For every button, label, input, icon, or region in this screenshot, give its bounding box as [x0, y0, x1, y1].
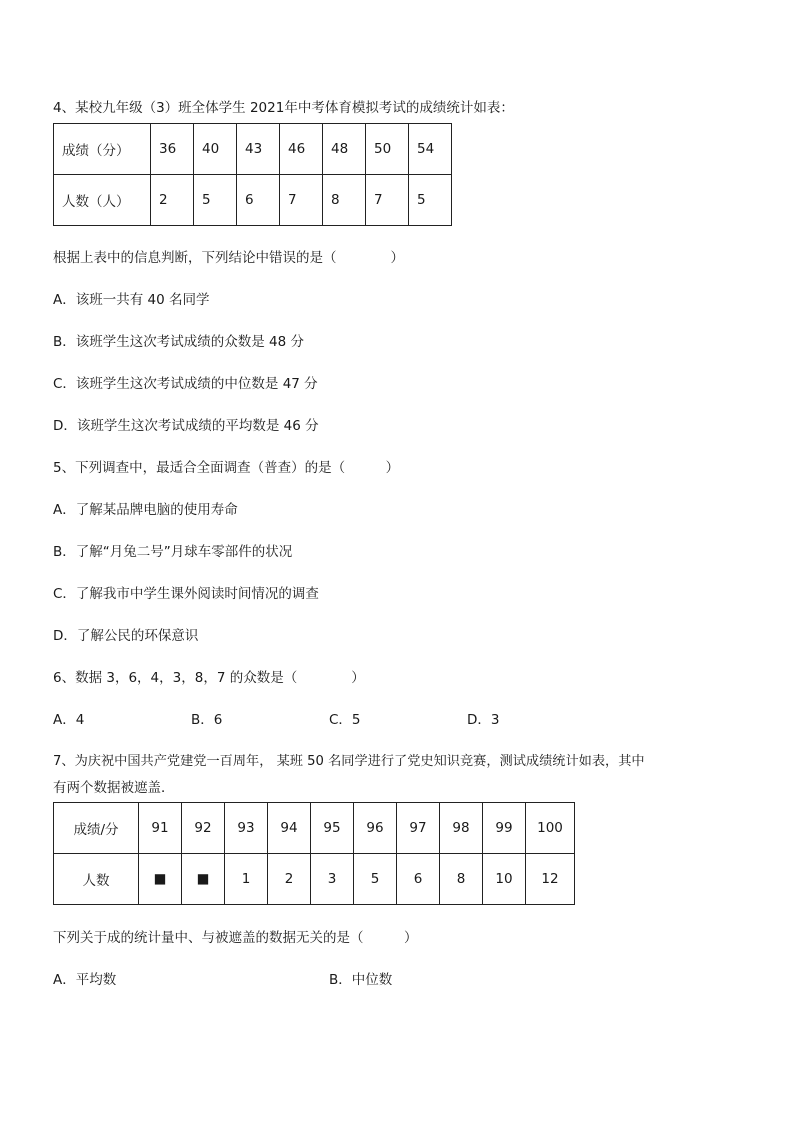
table-cell: 1	[225, 854, 268, 905]
q5-option-c: C．了解我市中学生课外阅读时间情况的调查	[53, 586, 319, 602]
table-cell: 2	[151, 175, 194, 226]
q7-stem-line2: 有两个数据被遮盖．	[53, 780, 175, 796]
table-cell: 97	[397, 803, 440, 854]
q6-stem: 6、数据 3，6，4，3，8，7 的众数是（ ）	[53, 670, 365, 686]
q4-option-c: C．该班学生这次考试成绩的中位数是 47 分	[53, 376, 318, 392]
q6-option-d: D．3	[467, 712, 500, 728]
q4-question: 根据上表中的信息判断，下列结论中错误的是（ ）	[53, 250, 404, 266]
q5-stem: 5、下列调查中，最适合全面调查（普查）的是（ ）	[53, 460, 400, 476]
table-cell: 43	[237, 124, 280, 175]
table-cell: 10	[483, 854, 526, 905]
q4-option-b: B．该班学生这次考试成绩的众数是 48 分	[53, 334, 305, 350]
q7-option-b: B．中位数	[329, 972, 393, 988]
table-header-cell: 成绩（分）	[54, 124, 151, 175]
table-cell: 54	[409, 124, 452, 175]
table-row	[54, 124, 452, 175]
table-cell: 95	[311, 803, 354, 854]
table-cell: 6	[397, 854, 440, 905]
table-header-cell: 人数	[54, 854, 139, 905]
table-cell: 7	[366, 175, 409, 226]
table-cell: 36	[151, 124, 194, 175]
table-cell: 2	[268, 854, 311, 905]
table-cell: 50	[366, 124, 409, 175]
table-row	[54, 854, 575, 905]
table-cell: 5	[409, 175, 452, 226]
table-row	[54, 803, 575, 854]
q5-option-b: B．了解“月兔二号”月球车零部件的状况	[53, 544, 293, 560]
q7-question: 下列关于成的统计量中、与被遮盖的数据无关的是（ ）	[53, 930, 418, 946]
q4-option-d: D．该班学生这次考试成绩的平均数是 46 分	[53, 418, 319, 434]
table-cell: 100	[526, 803, 575, 854]
table-row	[54, 175, 452, 226]
q7-option-a: A．平均数	[53, 972, 117, 988]
table-cell: 98	[440, 803, 483, 854]
q7-score-table	[53, 802, 575, 905]
q7-stem-line1: 7、为庆祝中国共产党建党一百周年， 某班 50 名同学进行了党史知识竞赛，测试成绩统计如表，其中	[53, 754, 645, 769]
table-cell: 96	[354, 803, 397, 854]
table-cell: 99	[483, 803, 526, 854]
table-cell: 7	[280, 175, 323, 226]
table-cell: 48	[323, 124, 366, 175]
q4-score-table	[53, 123, 452, 226]
q5-option-a: A．了解某品牌电脑的使用寿命	[53, 502, 238, 518]
table-cell: 93	[225, 803, 268, 854]
table-cell: 5	[194, 175, 237, 226]
masked-cell: ■	[182, 854, 225, 905]
table-cell: 8	[323, 175, 366, 226]
q4-option-a: A．该班一共有 40 名同学	[53, 292, 210, 308]
q4-stem: 4、某校九年级（3）班全体学生 2021年中考体育模拟考试的成绩统计如表：	[53, 100, 514, 116]
table-cell: 92	[182, 803, 225, 854]
table-cell: 8	[440, 854, 483, 905]
masked-cell: ■	[139, 854, 182, 905]
table-cell: 5	[354, 854, 397, 905]
table-cell: 91	[139, 803, 182, 854]
q5-option-d: D．了解公民的环保意识	[53, 628, 199, 644]
q6-option-b: B．6	[191, 712, 223, 728]
q6-option-c: C．5	[329, 712, 361, 728]
table-cell: 6	[237, 175, 280, 226]
table-cell: 40	[194, 124, 237, 175]
table-cell: 3	[311, 854, 354, 905]
table-cell: 12	[526, 854, 575, 905]
table-header-cell: 人数（人）	[54, 175, 151, 226]
table-cell: 94	[268, 803, 311, 854]
table-cell: 46	[280, 124, 323, 175]
table-header-cell: 成绩/分	[54, 803, 139, 854]
q6-option-a: A．4	[53, 712, 85, 728]
